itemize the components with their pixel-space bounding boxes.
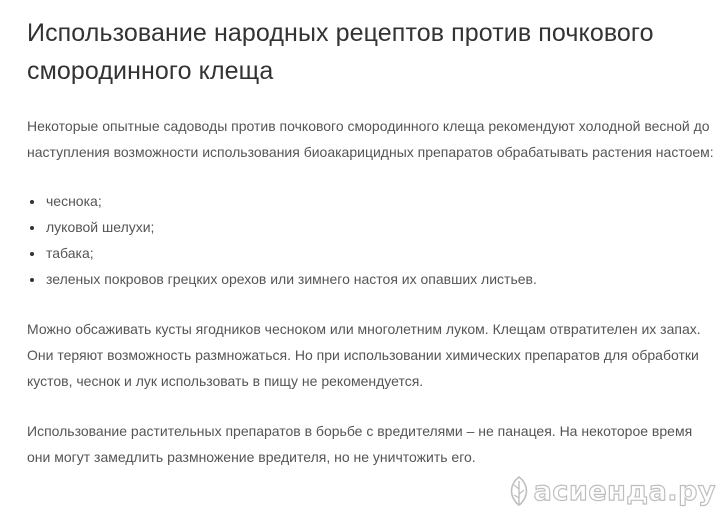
- list-item: • зеленых покровов грецких орехов или зимнего настоя их опавших листьев.: [45, 266, 717, 292]
- intro-paragraph: Некоторые опытные садоводы против почкового смородинного клеща рекомендуют холодной весной до наступления возможности использования биоакарицидных препаратов обрабатывать растения настоем:: [27, 118, 714, 160]
- remedy-list: [27, 188, 717, 292]
- list-item: • чеснока;: [45, 188, 717, 214]
- leaf-logo-icon: [506, 475, 532, 507]
- paragraph-3: Использование растительных препаратов в борьбе с вредителями – не панацея. На некоторое время они могут замедлить размножение вредителя, но не уничтожить его.: [27, 423, 693, 465]
- site-watermark: [506, 475, 716, 507]
- article-title: Использование народных рецептов против почкового смородинного клеща: [27, 19, 654, 85]
- list-item: • луковой шелухи;: [45, 214, 717, 240]
- article: [27, 14, 717, 470]
- paragraph-2: Можно обсаживать кусты ягодников чесноком или многолетним луком. Клещам отвратителен их запах. Они теряют возможность размножаться. Но при использовании химических препаратов для обработки кустов, чеснок и лук использовать в пищу не рекомендуется.: [27, 321, 701, 389]
- list-item: • табака;: [45, 240, 717, 266]
- watermark-text: асиенда.ру: [533, 475, 716, 507]
